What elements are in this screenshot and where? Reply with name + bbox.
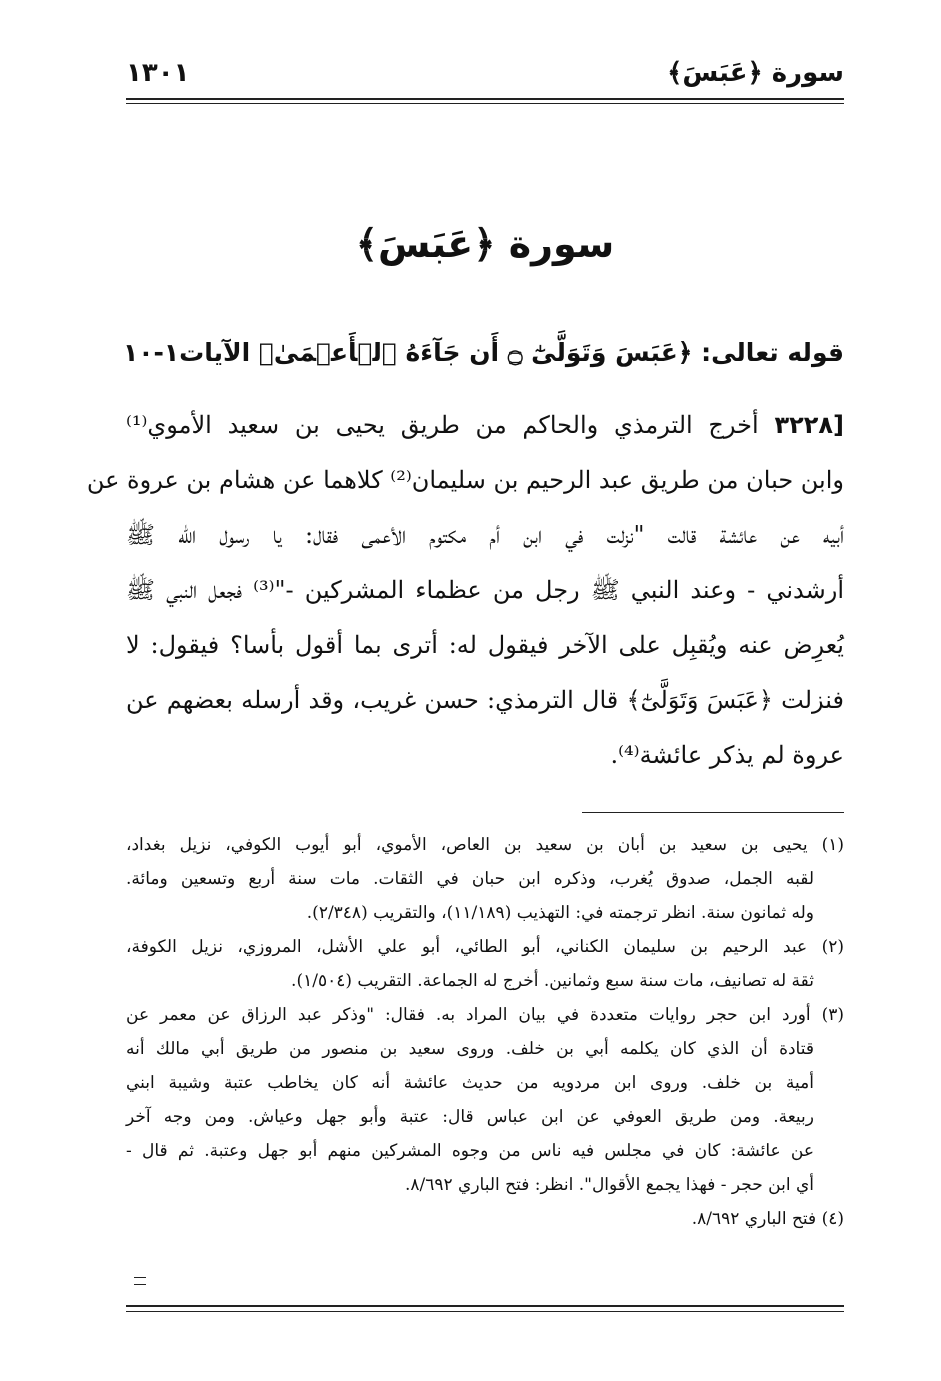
main-text-line-content: أخرج الترمذي والحاكم من طريق يحيى بن سعيد الأموي⁽¹⁾ bbox=[126, 411, 759, 439]
footnote-line: عن عائشة: كان في مجلس فيه ناس من وجوه المشركين منهم أبو جهل وعتبة. ثم قال - bbox=[126, 1141, 814, 1161]
main-text-line: أبيه عن عائشة قالت "نزلت في ابن أم مكتوم الأعمى فقال: يا رسول الله ﷺ bbox=[126, 521, 844, 549]
main-text bbox=[86, 398, 844, 783]
footnotes bbox=[126, 828, 844, 1236]
main-text-line: أرشدني - وعند النبي ﷺ رجل من عظماء المشركين -"⁽³⁾ فجعل النبي ﷺ bbox=[126, 576, 844, 604]
footnote-line: (١) يحيى بن سعيد بن أبان بن سعيد بن العاص، الأموي، أبو أيوب الكوفي، نزيل بغداد، bbox=[126, 835, 844, 855]
surah-title: سورة ﴿عَبَسَ﴾ bbox=[355, 222, 615, 266]
footnote-line: ربيعة. ومن طريق العوفي عن ابن عباس قال: عتبة وأبو جهل وعياش. ومن وجه آخر bbox=[126, 1107, 814, 1127]
running-header-surah: سورة ﴿عَبَسَ﴾ bbox=[667, 58, 844, 88]
main-text-line: فنزلت ﴿عَبَسَ وَتَوَلَّىٰٓ﴾ قال الترمذي: حسن غريب، وقد أرسله بعضهم عن bbox=[126, 686, 844, 714]
footnote-line: قتادة أن الذي كان يكلمه أبي بن خلف. وروى سعيد بن منصور من طريق أبي مالك أنه bbox=[126, 1039, 814, 1059]
main-text-line bbox=[126, 398, 844, 453]
footnote-separator bbox=[582, 812, 844, 813]
hadith-number: [٣٢٢٨ bbox=[774, 411, 844, 439]
footnote-2 bbox=[126, 930, 844, 998]
footnote-4 bbox=[126, 1202, 844, 1236]
footnote-3 bbox=[126, 998, 844, 1202]
footnote-1 bbox=[126, 828, 844, 930]
footnote-line: (٤) فتح الباري ٨/٦٩٢. bbox=[691, 1209, 844, 1229]
bottom-rule bbox=[126, 1305, 844, 1312]
footnote-line: ثقة له تصانيف، مات سنة سبع وثمانين. أخرج له الجماعة. التقريب (١/٥٠٤). bbox=[291, 971, 814, 991]
main-text-line: وابن حبان من طريق عبد الرحيم بن سليمان⁽²⁾ كلاهما عن هشام بن عروة عن bbox=[86, 466, 844, 494]
continuation-marker bbox=[134, 1277, 146, 1285]
footnote-line: وله ثمانون سنة. انظر ترجمته في: التهذيب (١١/١٨٩)، والتقريب (٢/٣٤٨). bbox=[306, 903, 814, 923]
footnote-line: (٣) أورد ابن حجر روايات متعددة في بيان المراد به. فقال: "وذكر عبد الرزاق عن معمر عن bbox=[126, 1005, 844, 1025]
running-header bbox=[126, 52, 844, 100]
page-number: ١٣٠١ bbox=[126, 58, 190, 88]
footnote-line: لقبه الجمل، صدوق يُغرب، وذكره ابن حبان في الثقات. مات سنة أربع وتسعين ومائة. bbox=[126, 869, 814, 889]
footnote-line: أي ابن حجر - فهذا يجمع الأقوال". انظر: فتح الباري ٨/٦٩٢. bbox=[404, 1175, 814, 1195]
footnote-line: أمية بن خلف. وروى ابن مردويه من حديث عائشة أنه كان يخاطب عتبة وشيبة ابني bbox=[126, 1073, 814, 1093]
verse-heading: قوله تعالى: ﴿عَبَسَ وَتَوَلَّىٰٓ ۝ أَن جَآءَهُ ٱلۡأَعۡمَىٰ﴾ الآيات١-١٠ bbox=[122, 338, 844, 367]
footnote-line: (٢) عبد الرحيم بن سليمان الكناني، أبو الطائي، أبو علي الأشل، المروزي، نزيل الكوفة، bbox=[126, 937, 844, 957]
main-text-line: عروة لم يذكر عائشة⁽⁴⁾. bbox=[610, 741, 844, 769]
main-text-line: يُعرِض عنه ويُقبِل على الآخر فيقول له: أترى بما أقول بأسا؟ فيقول: لا bbox=[126, 631, 844, 659]
